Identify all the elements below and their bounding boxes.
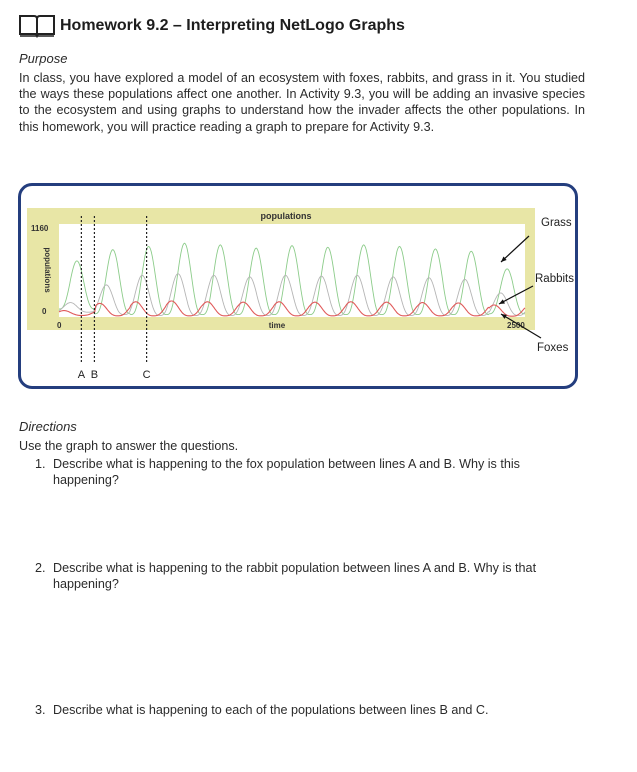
question-text: Describe what is happening to the fox population between lines A and B. Why is this happening? — [53, 457, 520, 488]
population-chart — [21, 186, 581, 392]
plot-area — [59, 224, 525, 317]
purpose-text: In class, you have explored a model of an ecosystem with foxes, rabbits, and grass in it. You studied the ways these populations affect one another. In Activity 9.3, you will be adding an invasive species to the ecosystem and using graphs to understand how the invader affects the other populations. In this homework, you will practice reading a graph to prepare for Activity 9.3. — [19, 71, 585, 134]
directions-text: Use the graph to answer the questions. — [19, 439, 239, 453]
question-number: 3. — [35, 703, 46, 717]
y-tick-max: 1160 — [31, 224, 49, 233]
book-icon — [18, 14, 56, 38]
directions-heading: Directions — [19, 419, 77, 434]
question-item — [19, 560, 599, 593]
y-tick-min: 0 — [42, 307, 47, 316]
legend-label-foxes: Foxes — [537, 342, 569, 354]
x-tick-max: 2500 — [507, 321, 525, 330]
legend-label-rabbits: Rabbits — [535, 273, 574, 285]
purpose-heading: Purpose — [19, 51, 68, 66]
legend-label-grass: Grass — [541, 217, 572, 229]
header — [18, 14, 405, 38]
question-item — [19, 456, 599, 489]
question-number: 1. — [35, 457, 46, 471]
x-tick-min: 0 — [57, 321, 62, 330]
y-axis-label: populations — [43, 247, 52, 293]
question-number: 2. — [35, 561, 46, 575]
x-axis-label: time — [268, 321, 286, 330]
marker-label-b: B — [90, 369, 99, 381]
population-graph-figure — [18, 183, 578, 389]
question-item — [19, 702, 599, 718]
question-text: Describe what is happening to each of the populations between lines B and C. — [53, 703, 489, 717]
marker-label-c: C — [142, 369, 151, 381]
marker-label-a: A — [77, 369, 86, 381]
page-title: Homework 9.2 – Interpreting NetLogo Graphs — [60, 17, 405, 34]
question-text: Describe what is happening to the rabbit population between lines A and B. Why is that happening? — [53, 561, 537, 592]
chart-title: populations — [260, 211, 312, 221]
